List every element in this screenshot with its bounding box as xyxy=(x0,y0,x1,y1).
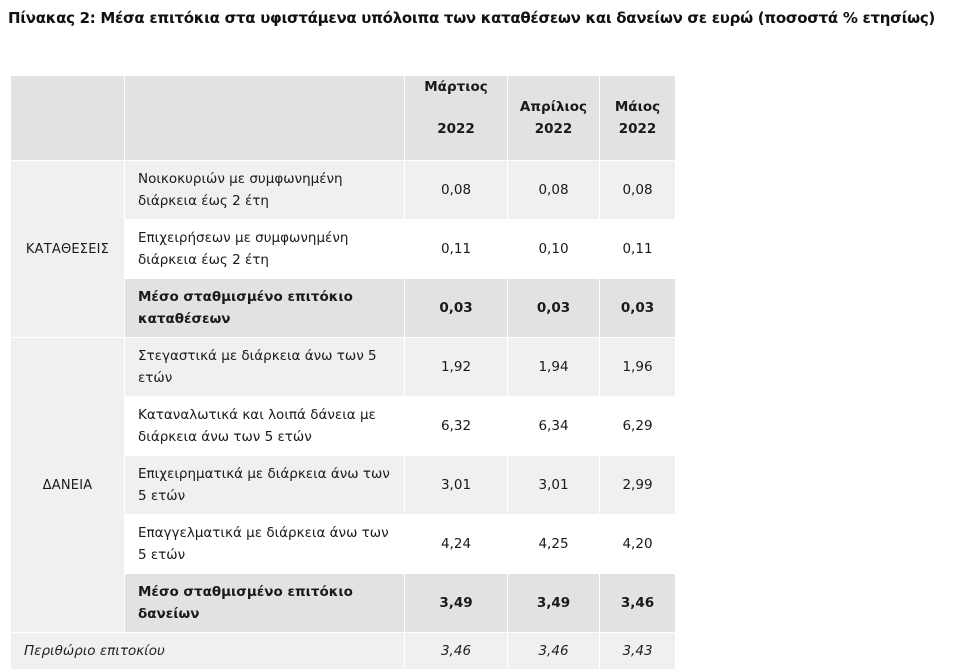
cell-value: 4,20 xyxy=(600,515,676,574)
header-empty-group xyxy=(11,76,125,161)
cell-value: 3,43 xyxy=(600,633,676,670)
header-empty-label xyxy=(125,76,405,161)
cell-value: 0,08 xyxy=(508,161,600,220)
cell-value: 0,11 xyxy=(600,220,676,279)
cell-value: 0,10 xyxy=(508,220,600,279)
row-label: Μέσο σταθμισμένο επιτόκιο καταθέσεων xyxy=(125,279,405,338)
cell-value: 1,96 xyxy=(600,338,676,397)
cell-value: 6,32 xyxy=(405,397,508,456)
row-label: Καταναλωτικά και λοιπά δάνεια με διάρκεια άνω των 5 ετών xyxy=(125,397,405,456)
cell-value: 0,08 xyxy=(405,161,508,220)
cell-value: 4,25 xyxy=(508,515,600,574)
header-march: Μάρτιος 2022 xyxy=(405,76,508,161)
cell-value: 3,46 xyxy=(508,633,600,670)
cell-value: 4,24 xyxy=(405,515,508,574)
header-may: Μάιος 2022 xyxy=(600,76,676,161)
cell-value: 6,29 xyxy=(600,397,676,456)
cell-value: 0,03 xyxy=(600,279,676,338)
cell-value: 1,94 xyxy=(508,338,600,397)
row-label: Νοικοκυριών με συμφωνημένη διάρκεια έως 2 έτη xyxy=(125,161,405,220)
cell-value: 1,92 xyxy=(405,338,508,397)
table-row xyxy=(11,161,676,220)
margin-label: Περιθώριο επιτοκίου xyxy=(11,633,405,670)
table-row xyxy=(11,338,676,397)
cell-value: 3,49 xyxy=(508,574,600,633)
cell-value: 3,01 xyxy=(405,456,508,515)
cell-value: 3,46 xyxy=(405,633,508,670)
row-label: Επιχειρήσεων με συμφωνημένη διάρκεια έως 2 έτη xyxy=(125,220,405,279)
table-title: Πίνακας 2: Μέσα επιτόκια στα υφιστάμενα υπόλοιπα των καταθέσεων και δανείων σε ευρώ (ποσοστά % ετησίως) xyxy=(8,9,935,27)
cell-value: 3,46 xyxy=(600,574,676,633)
row-label: Επαγγελματικά με διάρκεια άνω των 5 ετών xyxy=(125,515,405,574)
cell-value: 2,99 xyxy=(600,456,676,515)
cell-value: 0,11 xyxy=(405,220,508,279)
cell-value: 0,08 xyxy=(600,161,676,220)
header-row xyxy=(11,76,676,161)
cell-value: 0,03 xyxy=(508,279,600,338)
cell-value: 6,34 xyxy=(508,397,600,456)
cell-value: 0,03 xyxy=(405,279,508,338)
interest-rates-table xyxy=(10,75,676,670)
group-deposits: ΚΑΤΑΘΕΣΕΙΣ xyxy=(11,161,125,338)
row-label: Μέσο σταθμισμένο επιτόκιο δανείων xyxy=(125,574,405,633)
group-loans: ΔΑΝΕΙΑ xyxy=(11,338,125,633)
table-row-margin xyxy=(11,633,676,670)
header-april: Απρίλιος 2022 xyxy=(508,76,600,161)
row-label: Στεγαστικά με διάρκεια άνω των 5 ετών xyxy=(125,338,405,397)
row-label: Επιχειρηματικά με διάρκεια άνω των 5 ετών xyxy=(125,456,405,515)
cell-value: 3,01 xyxy=(508,456,600,515)
cell-value: 3,49 xyxy=(405,574,508,633)
